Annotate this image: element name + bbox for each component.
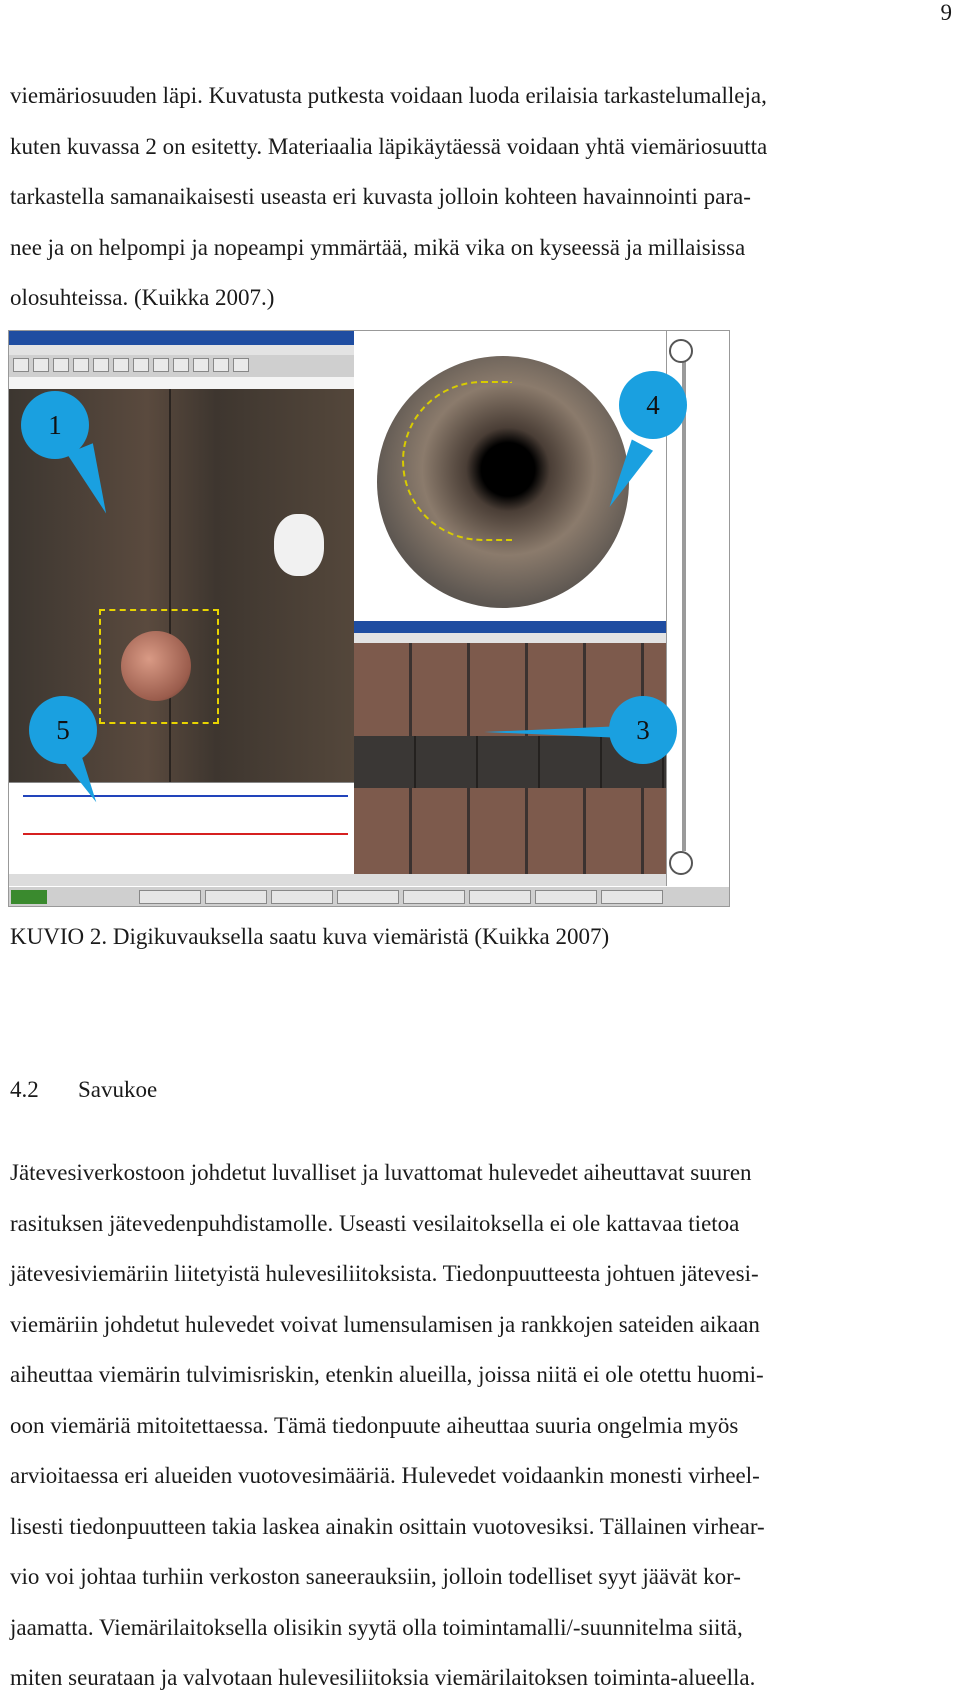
text-line: arvioitaessa eri alueiden vuotovesimääriä. Hulevedet voidaankin monesti virheel- [10, 1463, 760, 1488]
pipe-connection-defect [121, 631, 191, 701]
paragraph-savukoe [10, 1148, 955, 1704]
tool-icon [193, 358, 209, 372]
taskbar [9, 886, 729, 907]
text-line: lisesti tiedonpuutteen takia laskea ainakin osittain vuotovesiksi. Tällainen virhear- [10, 1513, 765, 1539]
callout-1: 1 [21, 391, 89, 459]
text-line: rasituksen jätevedenpuhdistamolle. Useasti vesilaitoksella ei ole kattavaa tietoa [10, 1210, 740, 1236]
callout-5: 5 [29, 696, 97, 764]
page-number: 9 [940, 0, 952, 25]
paragraph-intro [10, 71, 955, 324]
tool-icon [113, 358, 129, 372]
toolbar [9, 355, 354, 377]
text-line: tarkastella samanaikaisesti useasta eri kuvasta jolloin kohteen havainnointi para- [10, 184, 751, 209]
tool-icon [93, 358, 109, 372]
tool-icon [213, 358, 229, 372]
text-line: viemäriosuuden läpi. Kuvatusta putkesta voidaan luoda erilaisia tarkastelumalleja, [10, 83, 767, 108]
tool-icon [73, 358, 89, 372]
tool-icon [233, 358, 249, 372]
text-line: nee ja on helpompi ja nopeampi ymmärtää, mikä vika on kyseessä ja millaisissa [10, 234, 746, 260]
section-title: Savukoe [78, 1077, 158, 1102]
text-line: miten seurataan ja valvotaan hulevesiliitoksia viemärilaitoksen toiminta-alueella. [10, 1665, 756, 1690]
tool-icon [153, 358, 169, 372]
section-heading [10, 1077, 157, 1103]
taskbar-item [469, 890, 531, 904]
text-line: jätevesiviemäriin liitetyistä hulevesiliitoksista. Tiedonpuutteesta johtuen jätevesi- [10, 1261, 759, 1286]
text-line: vio voi johtaa turhiin verkoston saneerauksiin, jolloin todelliset syyt jäävät kor- [10, 1564, 741, 1589]
figure-caption: KUVIO 2. Digikuvauksella saatu kuva viemäristä (Kuikka 2007) [10, 924, 610, 949]
text-line: viemäriin johdetut hulevedet voivat lumensulamisen ja rankkojen sateiden aikaan [10, 1311, 760, 1337]
defect-selection-box [99, 609, 219, 724]
taskbar-item [205, 890, 267, 904]
start-button [11, 890, 47, 904]
tool-icon [173, 358, 189, 372]
status-bar-right [354, 874, 666, 886]
taskbar-item [601, 890, 663, 904]
taskbar-item [535, 890, 597, 904]
graph-line-red [23, 833, 348, 835]
status-bar-left [9, 874, 354, 886]
callout-3: 3 [609, 696, 677, 764]
text-line: oon viemäriä mitoitettaessa. Tämä tiedonpuute aiheuttaa suuria ongelmia myös [10, 1412, 739, 1438]
taskbar-item [271, 890, 333, 904]
deposit-spot [274, 514, 324, 576]
tool-icon [33, 358, 49, 372]
position-knob-top [669, 339, 693, 363]
callout-3-pointer [484, 726, 624, 738]
tool-icon [53, 358, 69, 372]
section-number: 4.2 [10, 1077, 39, 1102]
text-line: olosuhteissa. (Kuikka 2007.) [10, 285, 275, 310]
text-line: jaamatta. Viemärilaitoksella olisikin syytä olla toimintamalli/-suunnitelma siitä, [10, 1614, 743, 1640]
text-line: Jätevesiverkostoon johdetut luvalliset ja luvattomat hulevedet aiheuttavat suuren [10, 1160, 752, 1185]
callout-4: 4 [619, 371, 687, 439]
unfolded-view-titlebar [354, 621, 666, 633]
tool-icon [133, 358, 149, 372]
unfolded-view-menubar [354, 633, 666, 643]
taskbar-item [337, 890, 399, 904]
text-line: kuten kuvassa 2 on esitetty. Materiaalia läpikäytäessä voidaan yhtä viemäriosuutta [10, 133, 768, 159]
graph-line-blue [23, 795, 348, 797]
position-rail [682, 351, 686, 851]
window-titlebar [9, 331, 354, 345]
text-line: aiheuttaa viemärin tulvimisriskin, etenkin alueilla, joissa niitä ei ole otettu huomi- [10, 1362, 764, 1387]
profile-graph [9, 782, 354, 875]
taskbar-item [403, 890, 465, 904]
taskbar-item [139, 890, 201, 904]
tool-icon [13, 358, 29, 372]
menu-bar [9, 345, 354, 355]
position-knob-bottom [669, 851, 693, 875]
figure-sewer-inspection [8, 330, 730, 907]
